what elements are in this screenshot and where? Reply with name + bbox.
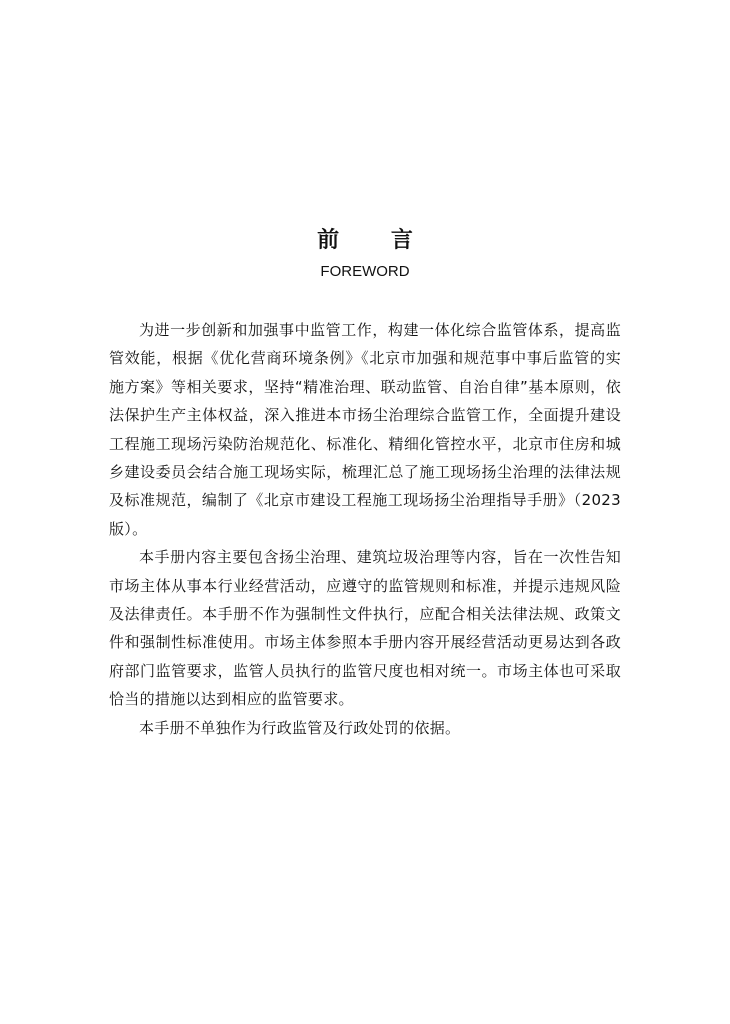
page-title: 前 言 (317, 228, 435, 253)
paragraph: 为进一步创新和加强事中监管工作，构建一体化综合监管体系，提高监管效能，根据《优化营商环境条例》《北京市加强和规范事中事后监管的实施方案》等相关要求，坚持“精准治理、联动监管、自治自律”基本原则，依法保护生产主体权益，深入推进本市扬尘治理综合监管工作，全面提升建设工程施工现场污染防治规范化、标准化、精细化管控水平，北京市住房和城乡建设委员会结合施工现场实际，梳理汇总了施工现场扬尘治理的法律法规及标准规范，编制了《北京市建设工程施工现场扬尘治理指导手册》（2023 版）。 (109, 321, 621, 538)
page-subtitle: FOREWORD (320, 263, 410, 280)
paragraph: 本手册不单独作为行政监管及行政处罚的依据。 (139, 718, 461, 737)
paragraph: 本手册内容主要包含扬尘治理、建筑垃圾治理等内容，旨在一次性告知市场主体从事本行业经营活动，应遵守的监管规则和标准，并提示违规风险及法律责任。本手册不作为强制性文件执行，应配合相关法律法规、政策文件和强制性标准使用。市场主体参照本手册内容开展经营活动更易达到各政府部门监管要求，监管人员执行的监管尺度也相对统一。市场主体也可采取恰当的措施以达到相应的监管要求。 (109, 548, 621, 709)
foreword-body (109, 316, 621, 742)
